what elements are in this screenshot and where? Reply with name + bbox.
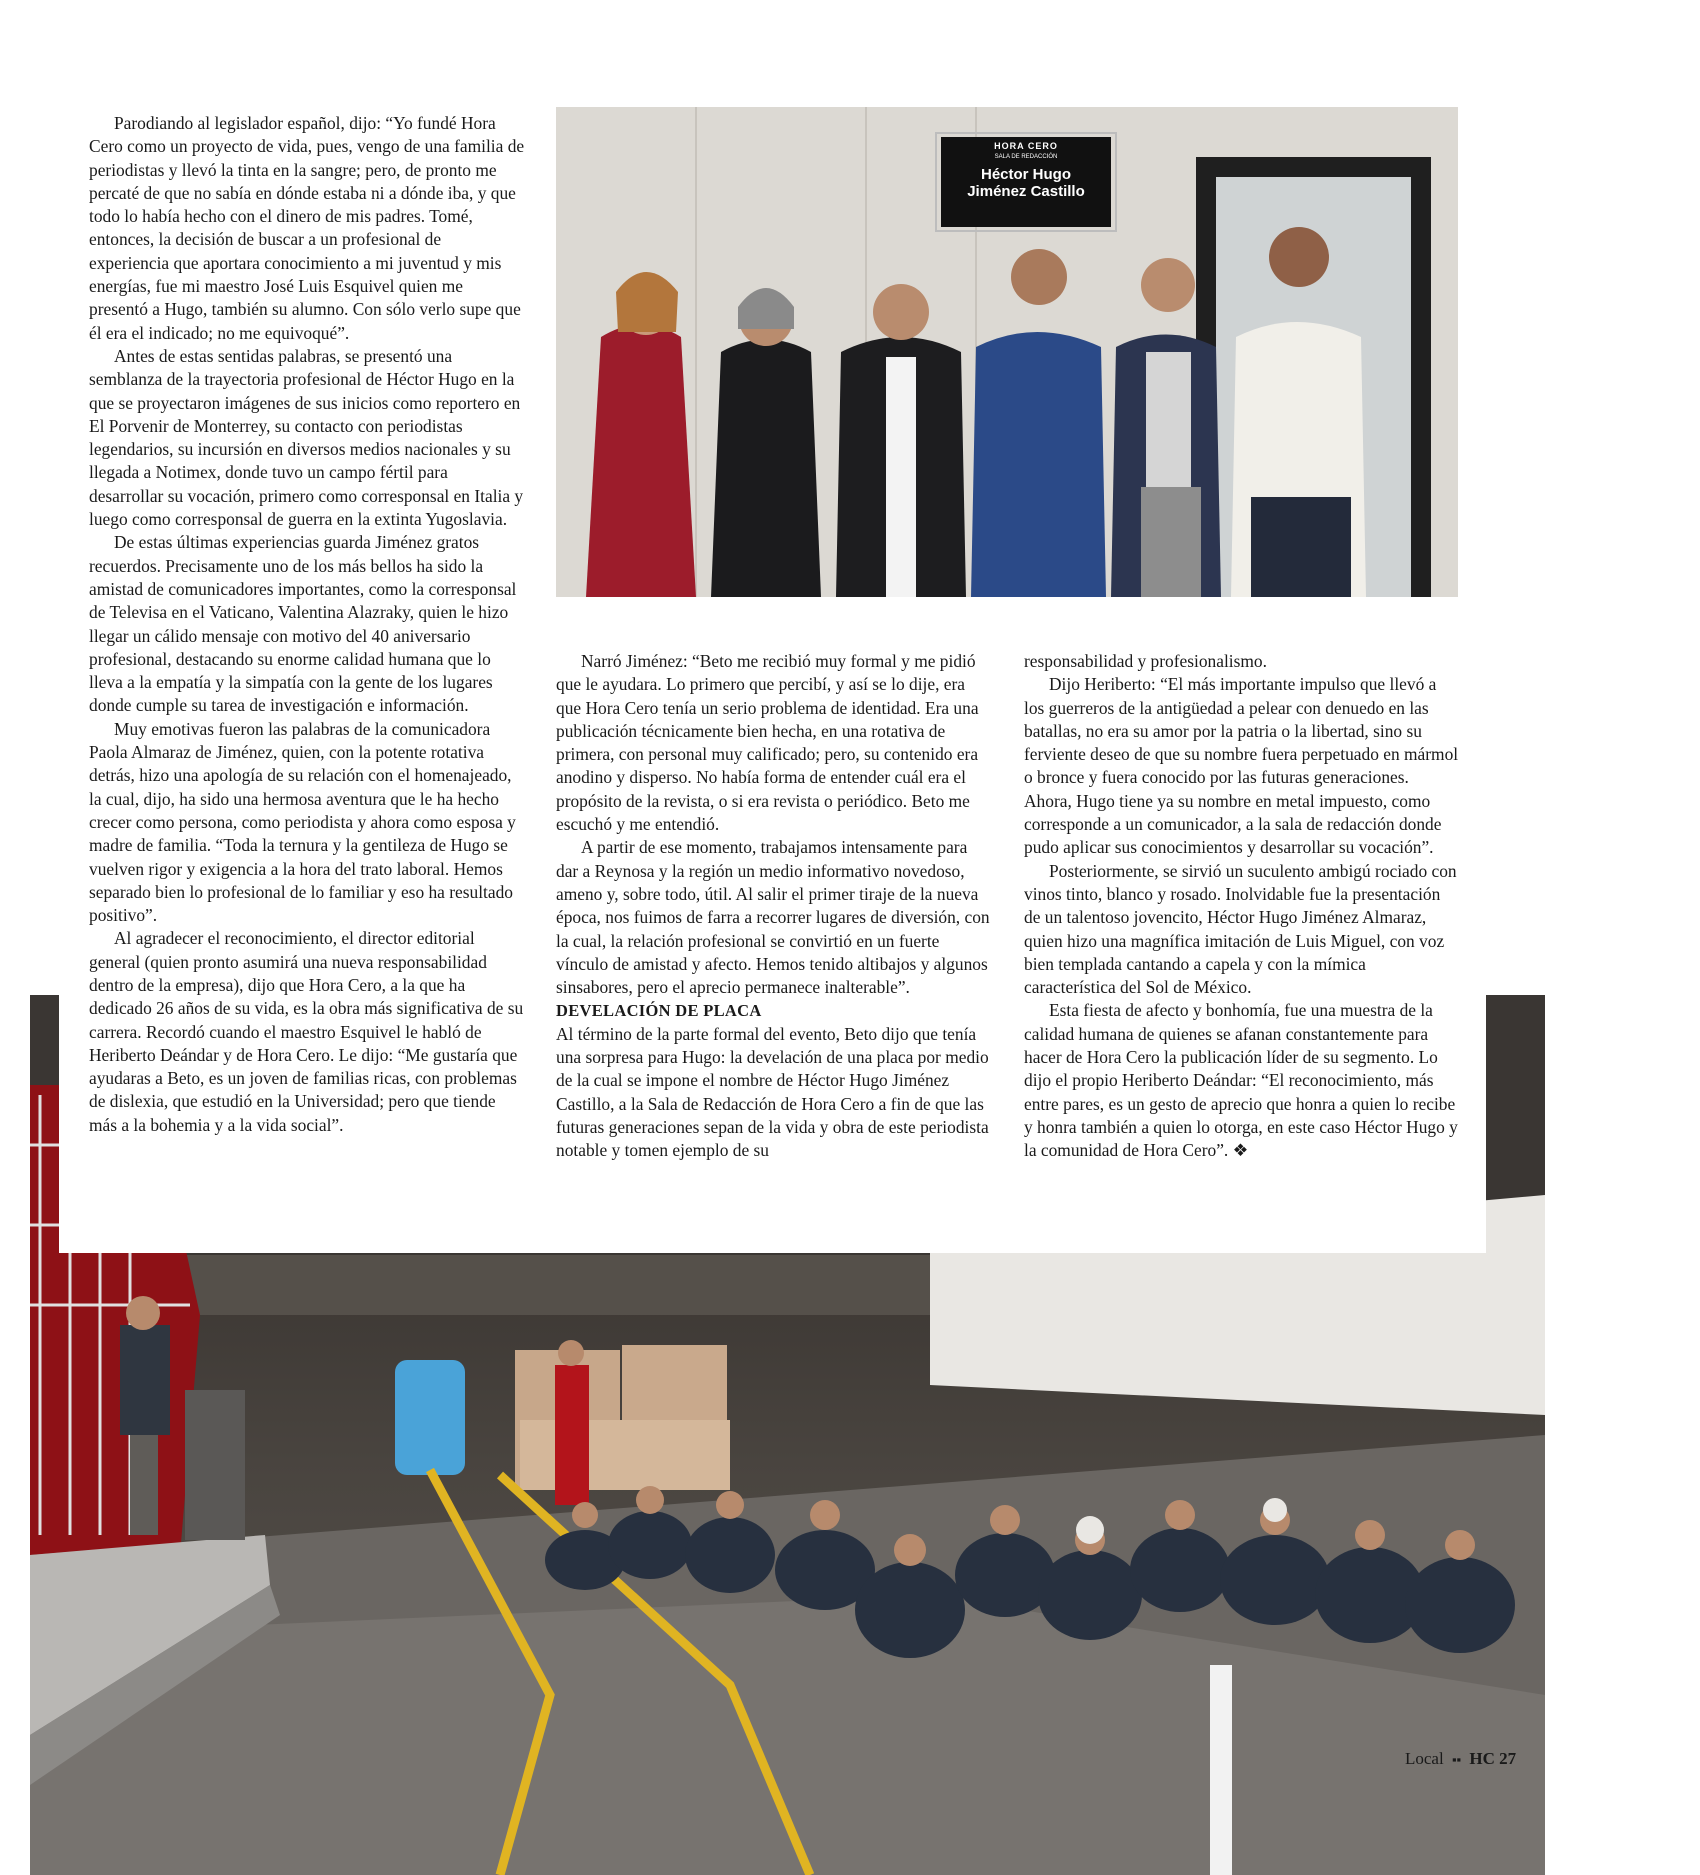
paragraph: Narró Jiménez: “Beto me recibió muy formal y me pidió que le ayudara. Lo primero que percibí, y así se lo dije, era que Hora Cero tenía un serio problema de identidad. Era una publicación técnicamente bien hecha, en una rotativa de primera, con personal muy calificado; pero, su contenido era anodino y disperso. No había forma de entender cuál era el propósito de la revista, o si era revista o periódico. Beto me escuchó y me entendió.: [556, 651, 979, 835]
plaque-subtitle: SALA DE REDACCIÓN: [994, 154, 1058, 160]
plaque-name-line1: Héctor Hugo: [981, 166, 1071, 183]
paragraph: Dijo Heriberto: “El más importante impulso que llevó a los guerreros de la antigüedad a pelear con denuedo en las batallas, no era su amor por la patria o la libertad, sino su ferviente deseo de que su nombre fuera perpetuado en mármol o bronce y fuera conocido por las futuras generaciones. Ahora, Hugo tiene ya su nombre en metal impuesto, como corresponde a un comunicador, a la sala de redacción donde pudo aplicar sus conocimientos y desarrollar su vocación”.: [1024, 674, 1459, 858]
paragraph: responsabilidad y profesionalismo.: [1024, 651, 1267, 671]
folio-separator: ▪▪: [1451, 1752, 1462, 1767]
article-column-1: [89, 112, 525, 1137]
paragraph: Al término de la parte formal del evento, Beto dijo que tenía una sorpresa para Hugo: la develación de una placa por medio de la cual se impone el nombre de Héctor Hugo Jiménez Castillo, a la Sala de Redacción de Hora Cero a fin de que las futuras generaciones sepan de la vida y obra de este periodista notable y tomen ejemplo de su: [556, 1023, 989, 1161]
plaque-name-line2: Jiménez Castillo: [967, 183, 1085, 200]
paragraph: Al agradecer el reconocimiento, el director editorial general (quien pronto asumirá una nueva responsabilidad dentro de la empresa), dijo que Hora Cero, a la que ha dedicado 26 años de su vida, es la obra más significativa de su carrera. Recordó cuando el maestro Esquivel le habló de Heriberto Deándar y de Hora Cero. Le dijo: “Me gustaría que ayudaras a Beto, es un joven de familias ricas, con problemas de dislexia, que estudió en la Universidad; pero que tiende más a la bohemia y a la vida social”.: [89, 928, 524, 1135]
group-photo: [556, 107, 1458, 597]
paragraph: Antes de estas sentidas palabras, se presentó una semblanza de la trayectoria profesional de Héctor Hugo en la que se proyectaron imágenes de sus inicios como reportero en El Porvenir de Monterrey, su contacto con periodistas legendarios, su incursión en diversos medios nacionales y su llegada a Notimex, donde tuvo un campo fértil para desarrollar su vocación, primero como corresponsal en Italia y luego como corresponsal de guerra en la extinta Yugoslavia.: [89, 345, 524, 530]
page-folio: [1405, 1749, 1523, 1775]
paragraph: A partir de ese momento, trabajamos intensamente para dar a Reynosa y la región un medio informativo novedoso, ameno y, sobre todo, útil. Al salir el primer tiraje de la nueva época, nos fuimos de farra a recorrer lugares de diversión, con la cual, la relación profesional se convirtió en un fuerte vínculo de amistad y afecto. Hemos tenido altibajos y algunos sinsabores, pero el aprecio permanece inalterable”.: [556, 837, 990, 998]
paragraph: Posteriormente, se sirvió un suculento ambigú rociado con vinos tinto, blanco y rosado. Inolvidable fue la presentación de un talentoso jovencito, Héctor Hugo Jiménez Almaraz, quien hizo una magnífica imitación de Luis Miguel, con voz bien templada cantando a capela y con la mímica característica del Sol de México.: [1024, 860, 1457, 998]
section-subheading: DEVELACIÓN DE PLACA: [556, 1001, 762, 1021]
article-column-2: [556, 650, 992, 1163]
folio-section: Local: [1405, 1749, 1444, 1768]
paragraph: Parodiando al legislador español, dijo: “Yo fundé Hora Cero como un proyecto de vida, pues, vengo de una familia de periodistas y llevó la tinta en la sangre; pero, de pronto me percaté de que no sabía en dónde estaba ni a dónde iba, y que todo lo había hecho con el dinero de mis padres. Tomé, entonces, la decisión de buscar a un profesional de experiencia que aportara conocimiento a mi juventud y mis energías, fue mi maestro José Luis Esquivel quien me presentó a Hugo, también su alumno. Con sólo verlo supe que él era el indicado; no me equivoqué”.: [89, 113, 525, 343]
plaque-brand: HORA CERO: [994, 141, 1058, 151]
paragraph: De estas últimas experiencias guarda Jiménez gratos recuerdos. Precisamente uno de los más bellos ha sido la amistad de comunicadores importantes, como la corresponsal de Televisa en el Vaticano, Valentina Alazraky, quien le hizo llegar un cálido mensaje con motivo del 40 aniversario profesional, destacando su enorme calidad humana que lo lleva a la empatía y la simpatía con la gente de los lugares donde cumple su tarea de investigación e información.: [89, 532, 517, 716]
article-column-3: [1024, 650, 1460, 1163]
folio-publication: HC: [1469, 1749, 1495, 1768]
paragraph: Muy emotivas fueron las palabras de la comunicadora Paola Almaraz de Jiménez, quien, con la potente rotativa detrás, hizo una apología de su relación con el homenajeado, la cual, dijo, ha sido una hermosa aventura que le ha hecho crecer como persona, como periodista y ahora como esposa y madre de familia. “Toda la ternura y la gentileza de Hugo se vuelven rigor y exigencia a la hora del trato laboral. Hemos separado bien lo profesional de lo familiar y eso ha resultado positivo”.: [89, 718, 516, 926]
plaque: [941, 141, 1111, 200]
page-number: 27: [1499, 1749, 1517, 1768]
paragraph: Esta fiesta de afecto y bonhomía, fue una muestra de la calidad humana de quienes se afanan constantemente para hacer de Hora Cero la publicación líder de su segmento. Lo dijo el propio Heriberto Deándar: “El reconocimiento, más entre pares, es un gesto de aprecio que honra a quien lo recibe y honra también a quien lo otorga, en este caso Héctor Hugo y la comunidad de Hora Cero”. ❖: [1024, 1000, 1458, 1161]
